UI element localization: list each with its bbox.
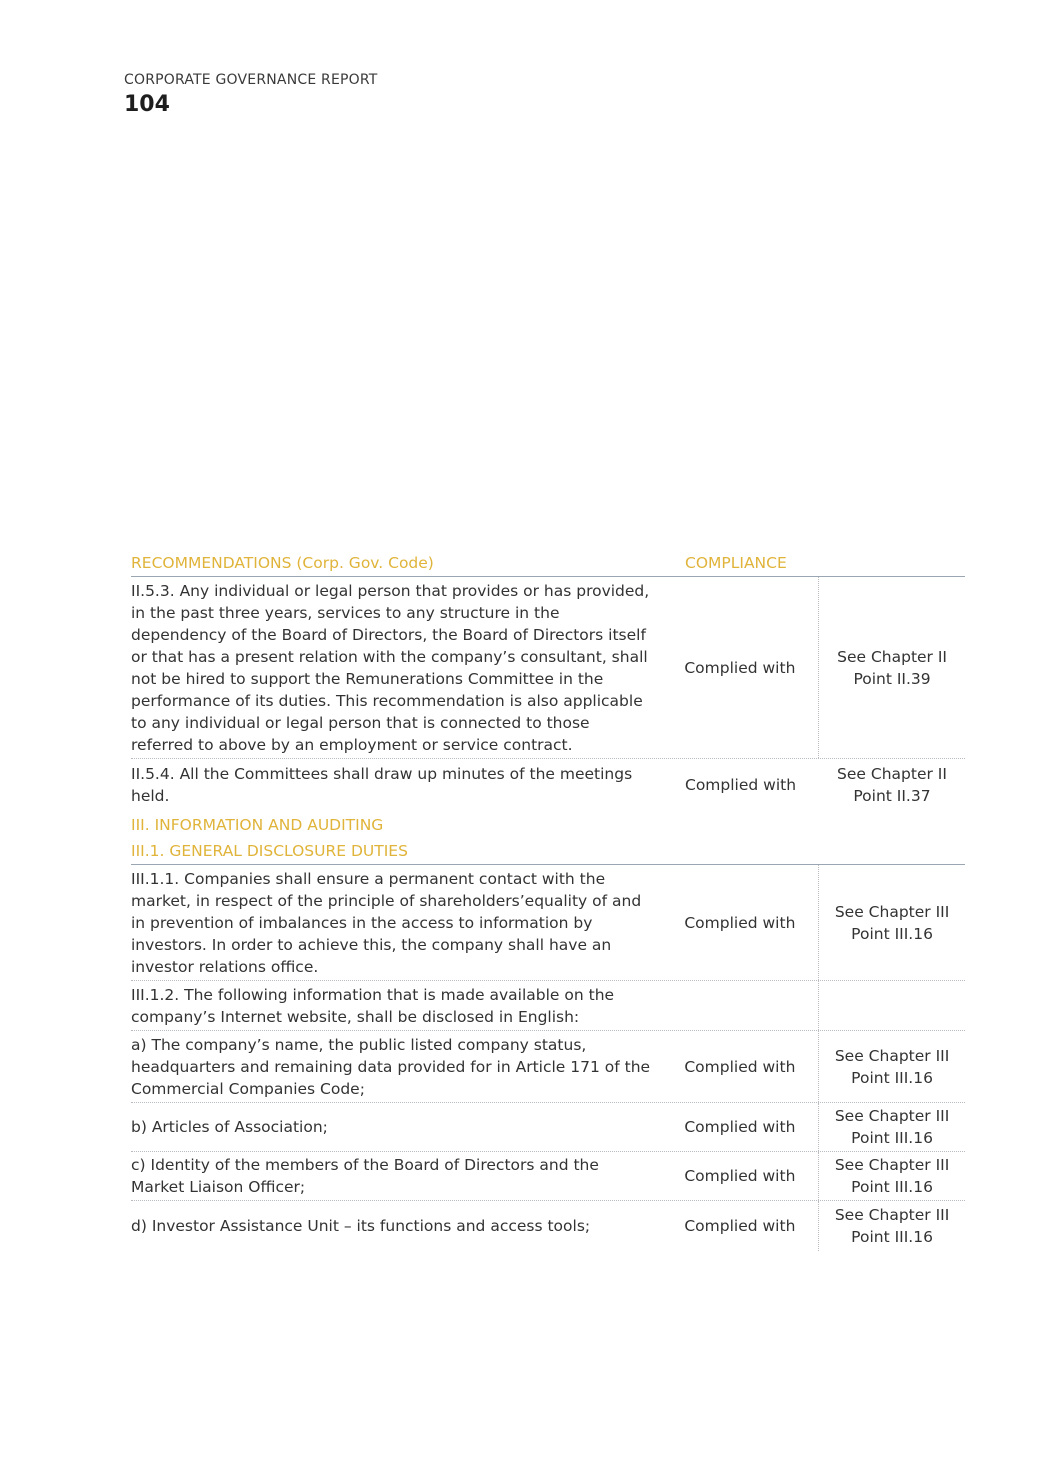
table-row — [131, 865, 965, 981]
recommendation-text: a) The company’s name, the public listed company status, headquarters and remaining data provided for in Article 171 of the Commercial Companies Code; — [131, 1035, 651, 1098]
header-recommendations: RECOMMENDATIONS (Corp. Gov. Code) — [131, 554, 434, 572]
chapter-reference: See Chapter III Point III.16 — [834, 902, 950, 943]
compliance-status: Complied with — [684, 865, 819, 980]
table-row — [131, 981, 965, 1031]
chapter-reference: See Chapter III Point III.16 — [834, 1046, 950, 1087]
chapter-reference: See Chapter III Point III.16 — [834, 1156, 950, 1196]
recommendation-text: II.5.3. Any individual or legal person that provides or has provided, in the past three years, services to any structure in the dependency of the Board of Directors, the Board of Directors itself or that has a present relation with the company’s consultant, shall not be hired to support the Remunerations Committee in the performance of its duties. This recommendation is also applicable to any individual or legal person that is connected to those referred to above by an employment or service contract. — [131, 581, 650, 754]
chapter-reference — [819, 981, 965, 1030]
table-row — [131, 1201, 965, 1251]
compliance-status: Complied with — [684, 1152, 819, 1200]
compliance-status — [684, 981, 819, 1030]
recommendation-text: II.5.4. All the Committees shall draw up minutes of the meetings held. — [131, 765, 633, 805]
section-heading: III. INFORMATION AND AUDITING — [131, 815, 384, 834]
recommendation-text: III.1.2. The following information that is made available on the company’s Internet website, shall be disclosed in English: — [131, 985, 615, 1026]
compliance-status: Complied with — [684, 1031, 819, 1102]
recommendation-text: b) Articles of Association; — [131, 1118, 328, 1136]
chapter-reference: See Chapter II Point II.39 — [837, 647, 948, 688]
compliance-status: Complied with — [684, 1103, 819, 1151]
table-row — [131, 1152, 965, 1201]
compliance-status: Complied with — [685, 776, 797, 794]
chapter-reference: See Chapter III Point III.16 — [834, 1206, 950, 1246]
recommendation-text: III.1.1. Companies shall ensure a permanent contact with the market, in respect of the principle of shareholders’equality of and in prevention of imbalances in the access to information by investors. In order to achieve this, the company shall have an investor relations office. — [131, 869, 642, 976]
table-row — [131, 577, 965, 759]
compliance-status: Complied with — [684, 1201, 819, 1251]
recommendations-table — [131, 548, 965, 1251]
recommendation-text: c) Identity of the members of the Board of Directors and the Market Liaison Officer; — [131, 1156, 599, 1196]
compliance-status: Complied with — [684, 577, 819, 758]
table-row — [131, 759, 965, 811]
chapter-reference: See Chapter III Point III.16 — [834, 1107, 950, 1147]
running-title: CORPORATE GOVERNANCE REPORT — [124, 72, 378, 88]
chapter-reference: See Chapter II Point II.37 — [837, 765, 947, 805]
header-compliance: COMPLIANCE — [685, 554, 787, 572]
page-number: 104 — [124, 92, 170, 117]
subsection-heading: III.1. GENERAL DISCLOSURE DUTIES — [131, 838, 965, 865]
table-row — [131, 1031, 965, 1103]
table-header — [131, 548, 965, 577]
table-row — [131, 1103, 965, 1152]
recommendation-text: d) Investor Assistance Unit – its functions and access tools; — [131, 1217, 591, 1235]
